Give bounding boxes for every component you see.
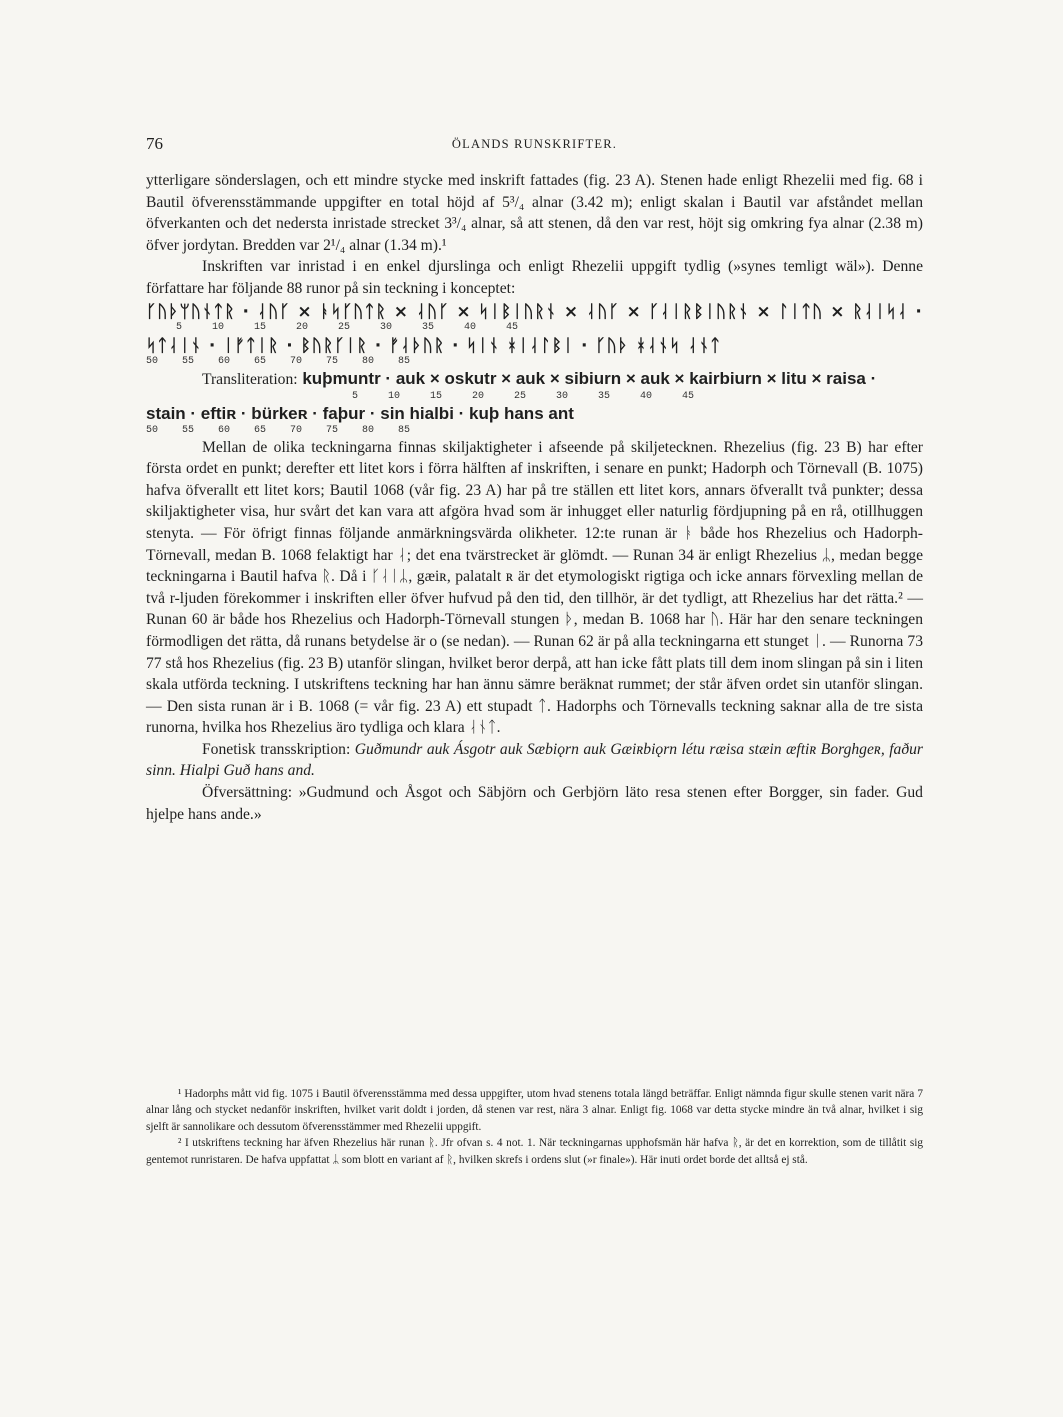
transliteration-line-1 [146, 368, 923, 391]
transliteration-label: Transliteration: [202, 370, 298, 388]
body-text [146, 170, 923, 825]
page-number: 76 [146, 134, 163, 153]
translation-label: Öfversättning: [202, 784, 293, 802]
paragraph-inscription-intro: Inskriften var inristad i en enkel djurslinga och enligt Rhezelii uppgift tydlig (»synes temligt wäl»). Denne författare har följande 88 runor på sin teckning i konceptet: [146, 258, 923, 297]
footnote-1: ¹ Hadorphs mått vid fig. 1075 i Bautil öfverensstämma med dessa uppgifter, utom hvad stenens totala längd beträffar. Enligt nämnda figur skulle stenen varit nära 7 alnar lång och stycket nedanför inskriften, hvilket varit doldt i jorden, då stenen var rest, nära 3 alnar. Enligt fig. 1068 var detta stycke mindre än två alnar, hvilket i sig sjelft är sannolikare och dessutom öfverensstämmer med Rhezelii uppgift. [146, 1088, 923, 1133]
page-header [146, 134, 923, 156]
phonetic-label: Fonetisk transskription: [202, 740, 351, 758]
paragraph-translation [146, 782, 923, 825]
rune-line-2: ᛋᛏᛆᛁᚾ · ᛁᚠᛏᛁᚱ · ᛒᚢᚱᚴᛁᚱ · ᚠᛆᚦᚢᚱ · ᛋᛁᚾ ᚼᛁᛆᛚᛒᛁ · ᚴᚢᚦ ᚼᛆᚾᛋ ᛆᚾᛏ [146, 335, 722, 356]
transliteration-numbering-2: 50 55 60 65 70 75 80 85 [146, 424, 411, 436]
translation-text: »Gudmund och Åsgot och Säbjörn och Gerbjörn läto resa stenen efter Borgger, sin fader. Gud hjelpe hans ande.» [146, 784, 923, 823]
paragraph-stone-description: ytterligare sönderslagen, och ett mindre stycke med inskrift fattades (fig. 23 A). Stenen hade enligt Rhezelii med fig. 68 i Bautil öfverensstämmande uppgifter en total höjd af 5³/₄ alnar (3.42 m); enligt skalan i Bautil var afståndet mellan öfverkanten och det nedersta inristade strecket 3³/₄ alnar, så att stenen, då den var rest, höjt sig omkring fya alnar (2.38 m) öfver jordytan. Bredden var 2¹/₄ alnar (1.34 m).¹ [146, 172, 923, 254]
rune-numbering-1: 5 10 15 20 25 30 35 40 45 [146, 321, 519, 333]
transliteration-numbering-1: 5 10 15 20 25 30 35 40 45 [316, 390, 695, 402]
rune-numbering-2: 50 55 60 65 70 75 80 85 [146, 355, 411, 367]
paragraph-differences: Mellan de olika teckningarna finnas skiljaktigheter i afseende på skiljetecknen. Rhezelius (fig. 23 B) har efter första ordet en punkt; derefter ett litet kors i förra hälften af inskriften, i senare en punkt; Hadorph och Törnevall (B. 1075) hafva öfverallt ett litet kors; Bautil 1068 (vår fig. 23 A) har på tre ställen ett litet kors, annars öfverallt två punkter; dessa skiljaktigheter visa, hur svårt det kan vara att afgöra hvad som är inhugget eller naturlig fördjupning på en rå, otillhuggen stenyta. — För öfrigt finnas följande anmärkningsvärda olikheter. 12:te runan är ᚭ både hos Rhezelius och Hadorph-Törnevall, medan B. 1068 felaktigt har ᛆ; det ena tvärstrecket är glömdt. — Runan 34 är enligt Rhezelius ᛦ, medan begge teckningarna i Bautil hafva ᚱ. Då i ᚴᛆᛁᛦ, gæiʀ, palatalt ʀ är det etymologiskt rigtiga och icke annars förvexling mellan de två r-ljuden förekommer i inskriften eller öfver hufvud på den tid, den tillhör, är det tydligt, att Rhezelius har det rätta.² — Runan 60 är både hos Rhezelius och Hadorph-Törnevall stungen ᚦ, medan B. 1068 har ᚢ. Här har den senare teckningen förmodligen det rätta, då runans betydelse är o (se nedan). — Runan 62 är på alla teckningarna ett stunget ᛁ. — Runorna 73 77 stå hos Rhezelius (fig. 23 B) utanför slingan, hvilket beror derpå, att han icke fått plats till dem inom slingan på sin i liten skala utförda teckning. I utskriftens teckning har han ännu sämre beräknat rummet; der står äfven ordet sin utanför slingan. — Den sista runan är i B. 1068 (= vår fig. 23 A) ett stupadt ᛏ. Hadorphs och Törnevalls teckning saknar alla de tre sista runorna, hvilka hos Rhezelius äro tydliga och klara ᛆᚾᛏ. [146, 438, 923, 737]
transliteration-text-1: kuþmuntr · auk × oskutr × auk × sibiurn × auk × kairbiurn × litu × raisa · [302, 368, 877, 388]
paragraph-phonetic [146, 739, 923, 782]
phonetic-text: Guðmundr auk Ásgotr auk Sæbiǫrn auk Gæiʀbiǫrn létu ræisa stæin æftiʀ Borghgeʀ, faður sinn. Hialpi Guð hans and. [146, 740, 923, 780]
footnotes [146, 1086, 923, 1168]
rune-line-1: ᚴᚢᚦᛘᚢᚾᛏᚱ · ᛆᚢᚴ × ᚭᛋᚴᚢᛏᚱ × ᛆᚢᚴ × ᛋᛁᛒᛁᚢᚱᚾ × ᛆᚢᚴ × ᚴᛆᛁᚱᛒᛁᚢᚱᚾ × ᛚᛁᛏᚢ × ᚱᛆᛁᛋᛆ · [146, 301, 923, 322]
footnote-2: ² I utskriftens teckning har äfven Rhezelius här runan ᚱ. Jfr ofvan s. 4 not. 1. När teckningarnas upphofsmän här hafva ᚱ, är det en korrektion, som de tillåtit sig gentemot runristaren. De hafva uppfattat ᛦ som blott en variant af ᚱ, hvilken skrefs i ordens slut (»r finale»). Här inuti ordet borde det alltså ej stå. [146, 1137, 923, 1166]
transliteration-line-2: stain · eftiʀ · bürkeʀ · faþur · sin hialbi · kuþ hans ant [146, 403, 574, 423]
running-title: ÖLANDS RUNSKRIFTER. [451, 137, 618, 151]
